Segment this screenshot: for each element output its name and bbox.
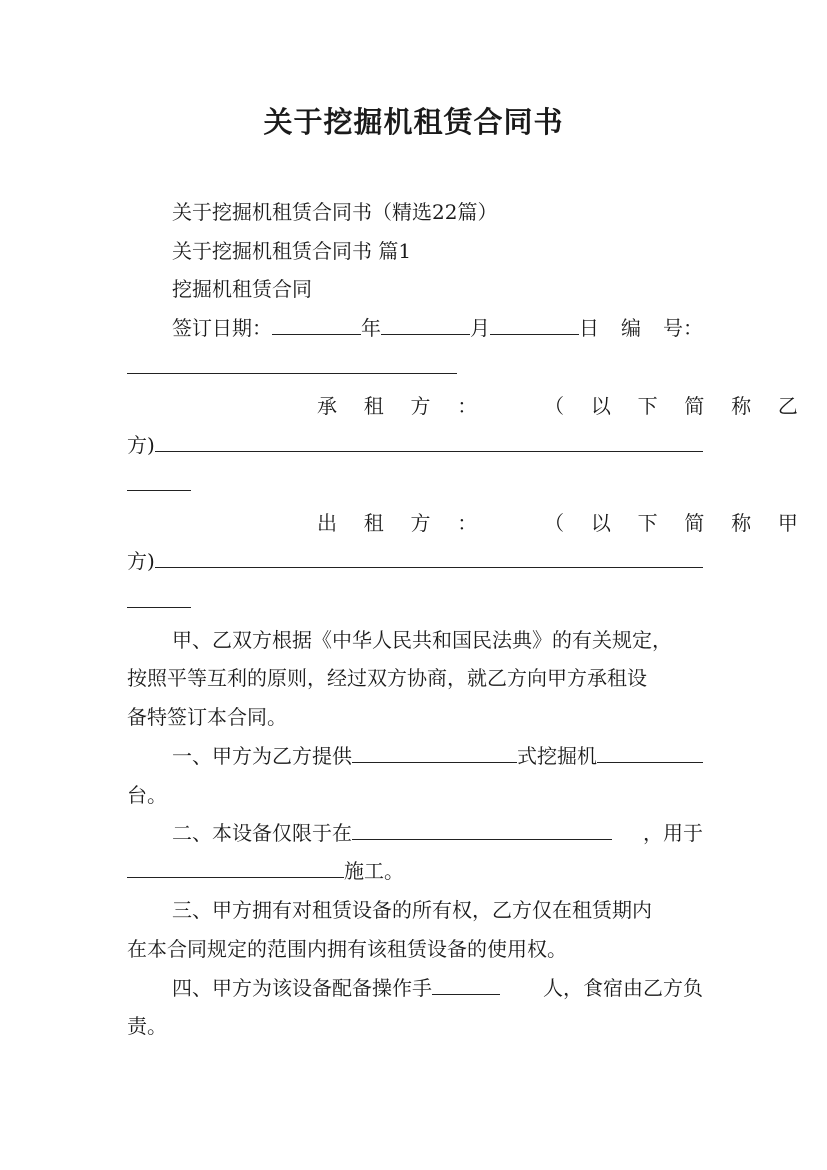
lessor-char: （: [544, 511, 565, 535]
lessor-char: 简: [684, 511, 705, 535]
lessee-blank-cont: [127, 490, 191, 491]
location-blank: [352, 818, 612, 840]
lessor-char: 租: [363, 511, 384, 535]
month-label: 月: [470, 316, 490, 340]
lessee-char: 以: [590, 394, 611, 418]
day-label: 日: [579, 316, 599, 340]
lessee-char: 承: [317, 394, 337, 418]
document-subtitle: 关于挖掘机租赁合同书（精选22篇）: [172, 200, 498, 224]
lessor-blank: [155, 546, 703, 568]
intro-line-2: 按照平等互利的原则，经过双方协商，就乙方向甲方承租设: [127, 666, 647, 690]
lessor-tail: 方): [127, 549, 155, 573]
lessor-char: ：: [457, 511, 478, 535]
sign-date-label: 签订日期：: [172, 316, 272, 340]
lessee-char: 下: [637, 394, 658, 418]
clause-3-line-2: 在本合同规定的范围内拥有该租赁设备的使用权。: [127, 937, 567, 961]
lessee-char: 称: [731, 394, 752, 418]
quantity-blank: [597, 741, 703, 763]
section-heading: 关于挖掘机租赁合同书 篇1: [172, 239, 412, 263]
lessee-tail: 方): [127, 433, 155, 457]
number-label-1: 编: [621, 316, 641, 340]
lessor-char: 以: [590, 511, 611, 535]
clause-2-text-b: ，用于: [643, 821, 703, 845]
lessee-char: （: [544, 394, 565, 418]
lessor-char: 称: [731, 511, 752, 535]
intro-line-1: 甲、乙双方根据《中华人民共和国民法典》的有关规定，: [172, 628, 672, 652]
lessee-char: 方: [410, 394, 431, 418]
sign-date-line: [172, 313, 703, 343]
clause-1-text-a: 一、甲方为乙方提供: [172, 744, 352, 768]
clause-2-cont: [127, 856, 404, 886]
lessee-char: 乙: [777, 394, 798, 418]
number-label-2: 号：: [663, 316, 703, 340]
number-blank: [127, 373, 457, 374]
clause-1-end: 台。: [127, 783, 167, 807]
clause-2-text-a: 二、本设备仅限于在: [172, 821, 352, 845]
lessor-char: 甲: [777, 511, 798, 535]
year-blank: [272, 313, 361, 335]
lessor-line: [222, 508, 798, 538]
intro-line-3: 备特签订本合同。: [127, 705, 287, 729]
clause-4-text-b: 人，食宿由乙方负: [543, 976, 703, 1000]
lessee-char: ：: [457, 394, 478, 418]
clause-1-text-b: 式挖掘机: [517, 744, 597, 768]
lessee-blank: [155, 430, 703, 452]
year-label: 年: [361, 316, 381, 340]
lessor-char: 方: [410, 511, 431, 535]
lessee-line: [222, 391, 798, 421]
clause-4: [172, 973, 703, 1003]
lessor-char: 出: [317, 511, 337, 535]
lessee-fill-line: [127, 430, 703, 460]
month-blank: [381, 313, 470, 335]
document-title: 关于挖掘机租赁合同书: [263, 105, 564, 139]
clause-2-text-c: 施工。: [344, 859, 404, 883]
contract-name: 挖掘机租赁合同: [172, 277, 312, 301]
clause-4-text-a: 四、甲方为该设备配备操作手: [172, 976, 432, 1000]
clause-1: [172, 741, 703, 771]
clause-4-end: 责。: [127, 1014, 167, 1038]
clause-3-line-1: 三、甲方拥有对租赁设备的所有权，乙方仅在租赁期内: [172, 898, 652, 922]
lessor-blank-cont: [127, 607, 191, 608]
model-blank: [352, 741, 517, 763]
lessor-fill-line: [127, 546, 703, 576]
operator-blank: [432, 973, 500, 995]
lessor-char: 下: [637, 511, 658, 535]
day-blank: [490, 313, 579, 335]
lessee-char: 简: [684, 394, 705, 418]
lessee-char: 租: [363, 394, 384, 418]
usage-blank: [127, 856, 344, 878]
clause-2: [172, 818, 703, 848]
